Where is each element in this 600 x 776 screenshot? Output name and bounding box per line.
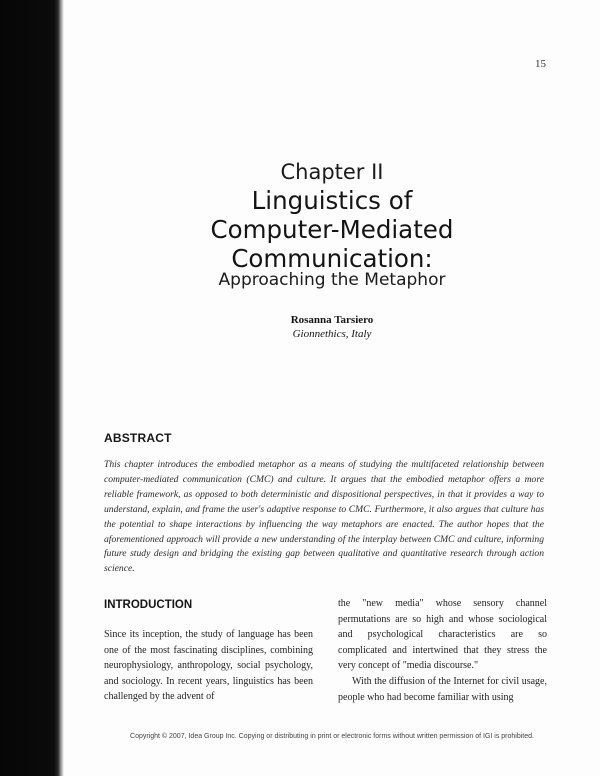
scan-binding-edge xyxy=(0,0,64,776)
introduction-left-column xyxy=(104,627,313,705)
chapter-title-line-1: Linguistics of xyxy=(251,186,413,215)
abstract-heading: ABSTRACT xyxy=(104,431,172,445)
chapter-label: Chapter II xyxy=(280,160,384,184)
chapter-title-line-2: Computer-Mediated xyxy=(210,215,454,244)
chapter-title xyxy=(64,186,600,273)
chapter-title-line-3: Communication: xyxy=(231,244,433,273)
author-name: Rosanna Tarsiero xyxy=(290,314,374,326)
introduction-paragraph-1: Since its inception, the study of language has been one of the most fascinating disciplines, combining neurophysiology, anthropology, social psychology, and sociology. In recent years, linguistics has been challenged by the advent of xyxy=(104,629,313,703)
introduction-right-column xyxy=(338,596,547,705)
copyright-notice: Copyright © 2007, Idea Group Inc. Copying or distributing in print or electronic forms without written permission of IGI is prohibited. xyxy=(130,733,534,740)
chapter-subtitle: Approaching the Metaphor xyxy=(218,270,446,290)
author-affiliation: Gionnethics, Italy xyxy=(292,328,372,340)
introduction-heading: INTRODUCTION xyxy=(104,599,193,611)
abstract-body: This chapter introduces the embodied metaphor as a means of studying the multifaceted relationship between computer-mediated communication (CMC) and culture. It argues that the embodied metaphor offers a more reliable framework, as opposed to both deterministic and dispositional perspectives, in that it provides a way to understand, explain, and frame the user's adaptive response to CMC. Furthermore, it also argues that culture has the potential to shape interactions by influencing the way metaphors are enacted. The author hopes that the aforementioned approach will provide a new understanding of the interplay between CMC and culture, informing future study design and bridging the existing gap between qualitative and quantitative research through action science. xyxy=(104,459,544,575)
introduction-paragraph-2: the "new media" whose sensory channel permutations are so high and whose sociological and psychological characteristics are so complicated and intertwined that they stress the very concept of "media discourse." xyxy=(338,598,547,672)
introduction-paragraph-3: With the diffusion of the Internet for civil usage, people who had become familiar with using xyxy=(338,675,547,703)
page-number: 15 xyxy=(535,58,546,70)
